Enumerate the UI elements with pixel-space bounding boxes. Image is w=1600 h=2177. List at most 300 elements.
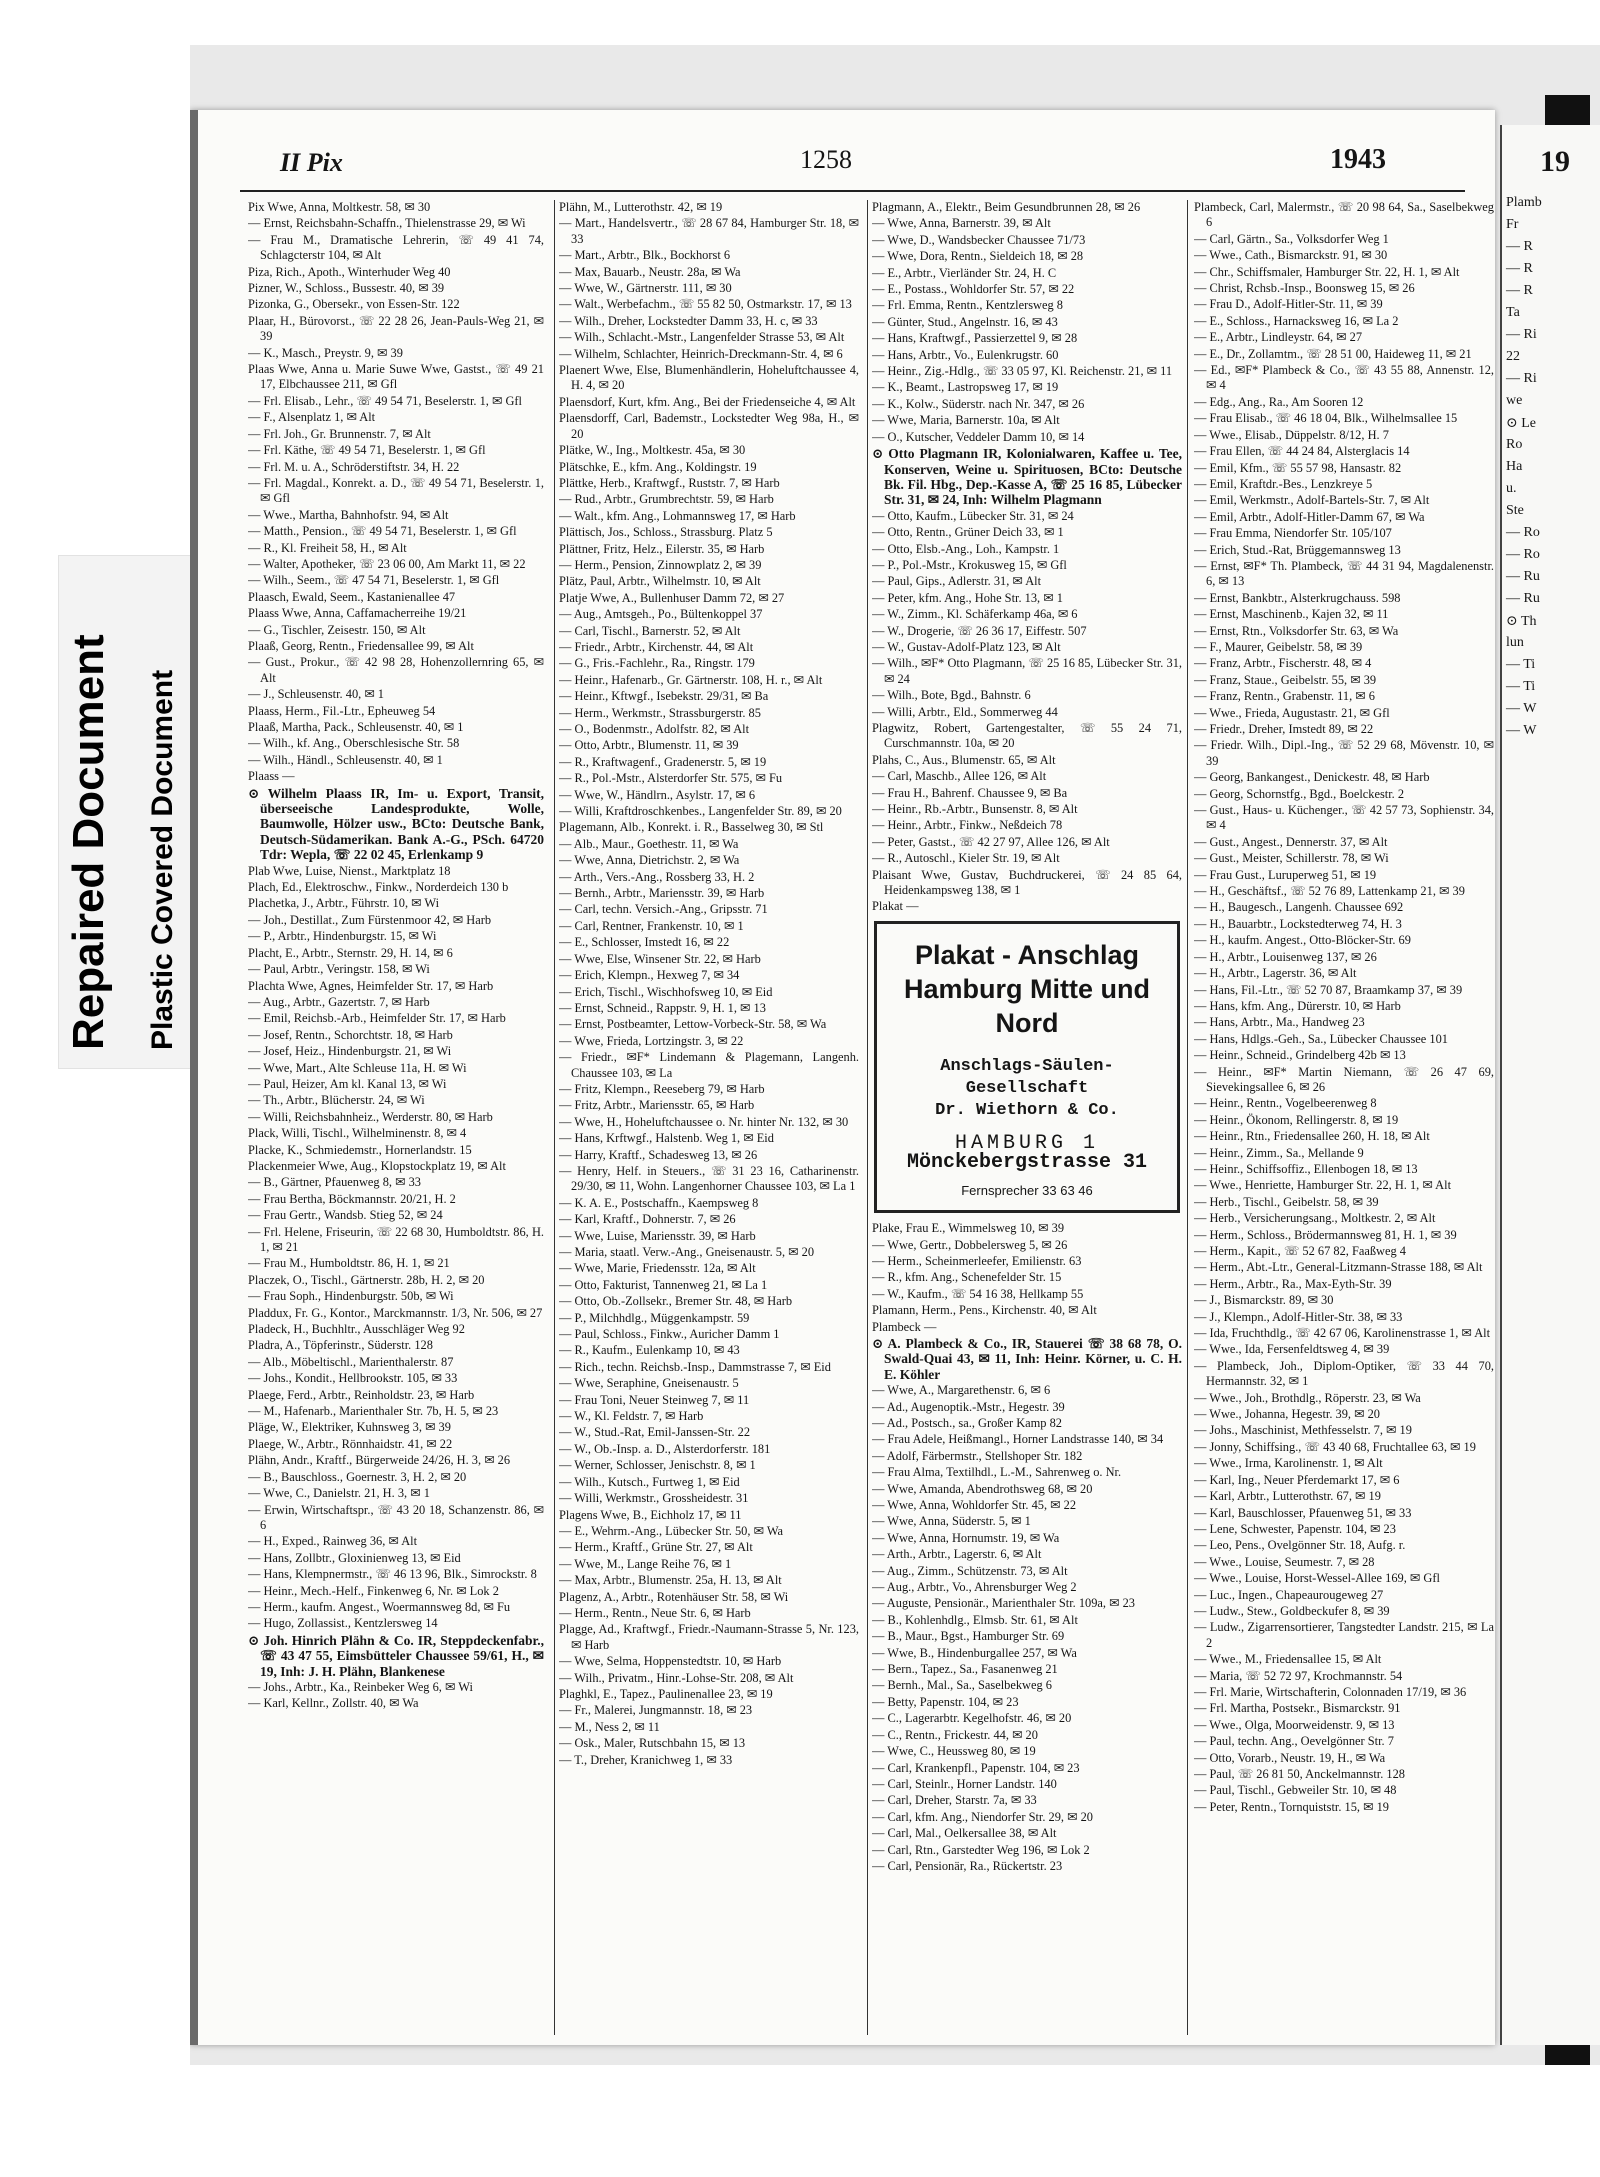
directory-entry: — Ernst, ✉F* Th. Plambeck, ☏ 44 31 94, Magdalenenstr. 6, ✉ 13 — [1194, 558, 1494, 589]
directory-entry: — P., Pol.-Mstr., Krokusweg 15, ✉ Gfl — [872, 557, 1067, 572]
directory-entry: — Wwe, Anna, Hornumstr. 19, ✉ Wa — [872, 1530, 1060, 1545]
column-1 — [248, 200, 544, 2035]
directory-entry: — Wwe, C., Danielstr. 21, H. 3, ✉ 1 — [248, 1486, 430, 1501]
directory-entry: — Heinr., Schneid., Grindelberg 42b ✉ 13 — [1194, 1048, 1406, 1063]
directory-entry: — Wilh., kf. Ang., Oberschlesische Str. 58 — [248, 736, 460, 751]
directory-entry: — Ida, Fruchthdlg., ☏ 42 67 06, Karolinenstrasse 1, ✉ Alt — [1194, 1326, 1491, 1341]
directory-entry: — J., Klempn., Adolf-Hitler-Str. 38, ✉ 33 — [1194, 1309, 1403, 1324]
directory-entry: — Ludw., Zigarrensortierer, Tangstedter Landstr. 215, ✉ La 2 — [1194, 1620, 1494, 1650]
directory-entry: — Herm., kaufm. Angest., Woermannsweg 8d, ✉ Fu — [248, 1599, 511, 1614]
directory-entry: Plab Wwe, Luise, Nienst., Marktplatz 18 — [248, 863, 451, 878]
directory-entry: — E., Schlosser, Imstedt 16, ✉ 22 — [559, 935, 730, 950]
directory-entry: — Carl, Rentner, Frankenstr. 10, ✉ 1 — [559, 918, 744, 933]
directory-entry: — Frau M., Humboldtstr. 86, H. 1, ✉ 21 — [248, 1256, 450, 1271]
adjacent-page-text: — Ti — [1506, 657, 1536, 672]
directory-entry: — Heinr., Rb.-Arbtr., Bunsenstr. 8, ✉ Alt — [872, 802, 1078, 817]
directory-entry: — Peter, Rentn., Tornquiststr. 15, ✉ 19 — [1194, 1799, 1389, 1814]
directory-entry: — P., Milchhdlg., Müggenkampstr. 59 — [559, 1310, 750, 1325]
directory-entry: Pladdux, Fr. G., Kontor., Marckmannstr. 1/3, Nr. 506, ✉ 27 — [248, 1305, 543, 1320]
directory-entry: — Herm., Abt.-Ltr., General-Litzmann-Strasse 188, ✉ Alt — [1194, 1260, 1483, 1275]
directory-entry: — H., Geschäftsf., ☏ 52 76 89, Lattenkamp 21, ✉ 39 — [1194, 884, 1465, 899]
directory-entry: Plaege, Ferd., Arbtr., Reinholdstr. 23, ✉ Harb — [248, 1387, 475, 1402]
directory-entry: — Luc., Ingen., Chapeaurougeweg 27 — [1194, 1587, 1384, 1602]
directory-entry: — H., Baugesch., Langenh. Chaussee 692 — [1194, 900, 1404, 915]
directory-entry: — Heinr., Rentn., Vogelbeerenweg 8 — [1194, 1096, 1377, 1111]
adjacent-page-text: — W — [1506, 701, 1537, 716]
directory-entry: — Hans, kfm. Ang., Dürerstr. 10, ✉ Harb — [1194, 998, 1401, 1013]
directory-entry: Plättisch, Jos., Schloss., Strassburg. Platz 5 — [559, 525, 773, 540]
directory-entry: Platje Wwe, A., Bullenhuser Damm 72, ✉ 27 — [559, 590, 785, 605]
directory-entry: — Wwe., Irma, Karolinenstr. 1, ✉ Alt — [1194, 1456, 1383, 1471]
directory-entry: — Herm., Kraftf., Grüne Str. 27, ✉ Alt — [559, 1540, 753, 1555]
directory-entry: — Max, Bauarb., Neustr. 28a, ✉ Wa — [559, 264, 741, 279]
header-rule — [240, 190, 1465, 192]
directory-entry: — Herb., Tischl., Geibelstr. 58, ✉ 39 — [1194, 1194, 1379, 1209]
directory-entry: Plähn, M., Lutterothstr. 42, ✉ 19 — [559, 200, 723, 214]
directory-entry: — Chr., Schiffsmaler, Hamburger Str. 22, H. 1, ✉ Alt — [1194, 264, 1460, 279]
adjacent-page-text: — R — [1506, 261, 1533, 276]
directory-entry: — Karl, Bauschlosser, Pfauenweg 51, ✉ 33 — [1194, 1505, 1412, 1520]
directory-entry: — Walter, Apotheker, ☏ 23 06 00, Am Markt 11, ✉ 22 — [248, 556, 526, 571]
directory-entry: Plagemann, Alb., Konrekt. i. R., Basselweg 30, ✉ Stl — [559, 820, 824, 835]
page-header — [190, 110, 1495, 180]
directory-entry: — Emil, Reichsb.-Arb., Heimfelder Str. 17, ✉ Harb — [248, 1011, 506, 1026]
directory-entry: Placht, E., Arbtr., Sternstr. 29, H. 14, ✉ 6 — [248, 945, 453, 960]
directory-entry: — Wwe, Selma, Hoppenstedtstr. 10, ✉ Harb — [559, 1654, 782, 1669]
directory-entry: — Hans, Fil.-Ltr., ☏ 52 70 87, Braamkamp 37, ✉ 39 — [1194, 982, 1463, 997]
adjacent-page-text: — Ri — [1506, 371, 1537, 386]
directory-entry: — Wwe, Seraphine, Gneisenaustr. 5 — [559, 1376, 739, 1391]
directory-entry: — Aug., Arbtr., Vo., Ahrensburger Weg 2 — [872, 1580, 1077, 1595]
directory-entry: — B., Bauschloss., Goernestr. 3, H. 2, ✉ 20 — [248, 1469, 467, 1484]
directory-entry: — Carl, Tischl., Barnerstr. 52, ✉ Alt — [559, 623, 741, 638]
directory-entry: Plähn, Andr., Kraftf., Bürgerweide 24/26, H. 3, ✉ 26 — [248, 1453, 511, 1468]
directory-entry: Plaasch, Ewald, Seem., Kastanienallee 47 — [248, 589, 456, 604]
ad-company-line-1: Anschlags-Säulen- — [940, 1056, 1114, 1076]
directory-entry: — Frl. Elisab., Lehr., ☏ 49 54 71, Beselerstr. 1, ✉ Gfl — [248, 393, 523, 408]
directory-entry: — Paul, Schloss., Finkw., Auricher Damm 1 — [559, 1327, 780, 1342]
directory-entry: — Carl, Krankenpfl., Papenstr. 104, ✉ 23 — [872, 1760, 1080, 1775]
directory-entry: — Rich., techn. Reichsb.-Insp., Dammstrasse 7, ✉ Eid — [559, 1359, 831, 1374]
directory-entry: — Heinr., Kftwgf., Isebekstr. 29/31, ✉ Ba — [559, 689, 769, 704]
scanned-page-area — [190, 45, 1600, 2065]
adjacent-page-text: — Ro — [1506, 525, 1540, 540]
directory-entry: — H., Exped., Rainweg 36, ✉ Alt — [248, 1534, 418, 1549]
directory-entry: Pix Wwe, Anna, Moltkestr. 58, ✉ 30 — [248, 200, 431, 214]
directory-entry: — B., Kohlenhdlg., Elmsb. Str. 61, ✉ Alt — [872, 1612, 1078, 1627]
directory-entry: — W., Zimm., Kl. Schäferkamp 46a, ✉ 6 — [872, 607, 1078, 622]
directory-entry: ⊙ Joh. Hinrich Plähn & Co. IR, Steppdeckenfabr., ☏ 43 47 55, Eimsbütteler Chaussee 59/61, H., ✉ 19, Inh: J. H. Plähn, Blankenese — [248, 1632, 544, 1679]
directory-entry: — Wwe, Luise, Mariensstr. 39, ✉ Harb — [559, 1228, 756, 1243]
directory-entry: — E., Schloss., Harnacksweg 16, ✉ La 2 — [1194, 313, 1399, 328]
directory-entry: — Mart., Handelsvertr., ☏ 28 67 84, Hamburger Str. 18, ✉ 33 — [559, 216, 859, 246]
column-2 — [559, 200, 859, 2035]
adjacent-page-number: 19 — [1540, 145, 1570, 178]
directory-entry: — R., Kl. Freiheit 58, H., ✉ Alt — [248, 540, 407, 555]
directory-entry: — Wwe., Olga, Moorweidenstr. 9, ✉ 13 — [1194, 1717, 1395, 1732]
directory-entry: — Friedr., Arbtr., Kirchenstr. 44, ✉ Alt — [559, 639, 754, 654]
directory-entry: — Maria, ☏ 52 72 97, Krochmannstr. 54 — [1194, 1668, 1403, 1683]
directory-entry: — Heinr., ✉F* Martin Niemann, ☏ 26 47 69, Sievekingsallee 6, ✉ 26 — [1194, 1064, 1494, 1094]
directory-entry: — Johs., Kondit., Hellbrookstr. 105, ✉ 33 — [248, 1371, 458, 1386]
directory-entry: — Jonny, Schiffsing., ☏ 43 40 68, Fruchtallee 63, ✉ 19 — [1194, 1439, 1476, 1454]
directory-entry: — P., Arbtr., Hindenburgstr. 15, ✉ Wi — [248, 929, 437, 944]
adjacent-page-text: — Ri — [1506, 327, 1537, 342]
directory-entry: — Herm., Schloss., Brödermannsweg 81, H. 1, ✉ 39 — [1194, 1227, 1457, 1242]
directory-entry: — Erwin, Wirtschaftspr., ☏ 43 20 18, Schanzenstr. 86, ✉ 6 — [248, 1502, 544, 1532]
directory-entry: — Erich, Klempn., Hexweg 7, ✉ 34 — [559, 968, 740, 983]
directory-entry: — Karl, Kraftf., Dohnerstr. 7, ✉ 26 — [559, 1212, 736, 1227]
directory-entry: — Herb., Versicherungsang., Moltkestr. 2, ✉ Alt — [1194, 1211, 1436, 1226]
directory-entry: ⊙ Otto Plagmann IR, Kolonialwaren, Kaffee u. Tee, Konserven, Weine u. Spirituosen, BCto: Deutsche Bk. Fil. Hbg., Dep.-Kasse A, ☏ 25 16 85, Lübecker Str. 31, ✉ 24, Inh: Wilhelm Plagmann — [872, 446, 1182, 508]
directory-entry: — Friedr., ✉F* Lindemann & Plagemann, Langenh. Chaussee 103, ✉ La — [559, 1050, 859, 1080]
directory-entry: Pladeck, H., Buchhltr., Ausschläger Weg 92 — [248, 1322, 465, 1337]
directory-entry: — Bern., Tapez., Sa., Fasanenweg 21 — [872, 1662, 1058, 1677]
adjacent-page-text: Plamb — [1506, 195, 1542, 210]
directory-entry: — Friedr., Dreher, Imstedt 89, ✉ 22 — [1194, 722, 1374, 736]
directory-entry: — Frau H., Bahrenf. Chaussee 9, ✉ Ba — [872, 785, 1068, 800]
directory-entry: — Johs., Arbtr., Ka., Reinbeker Weg 6, ✉ Wi — [248, 1679, 473, 1694]
directory-entry: — Aug., Amtsgeh., Po., Bültenkoppel 37 — [559, 607, 763, 622]
adjacent-page-text: — Ro — [1506, 547, 1540, 562]
directory-entry: — Otto, Kaufm., Lübecker Str. 31, ✉ 24 — [872, 508, 1074, 523]
directory-entry: — R., Autoschl., Kieler Str. 19, ✉ Alt — [872, 851, 1060, 866]
directory-entry: — Fr., Malerei, Jungmannstr. 18, ✉ 23 — [559, 1703, 753, 1718]
directory-entry: — Frau Adele, Heißmangl., Horner Landstrasse 140, ✉ 34 — [872, 1432, 1164, 1447]
directory-entry: — Wilh., Seem., ☏ 47 54 71, Beselerstr. 1, ✉ Gfl — [248, 573, 500, 588]
directory-entry: Plaensdorff, Carl, Bademstr., Lockstedter Weg 98a, H., ✉ 20 — [559, 411, 859, 441]
directory-entry: — Ernst, Reichsbahn-Schaffn., Thielenstrasse 29, ✉ Wi — [248, 216, 526, 231]
directory-entry: — Mart., Arbtr., Blk., Bockhorst 6 — [559, 248, 731, 263]
directory-entry: — Herm., Werkmstr., Strassburgerstr. 85 — [559, 705, 761, 720]
directory-entry: — Wwe, M., Lange Reihe 76, ✉ 1 — [559, 1556, 732, 1571]
directory-entry: — Arth., Arbtr., Lagerstr. 6, ✉ Alt — [872, 1547, 1042, 1562]
directory-entry: — Frau Emma, Niendorfer Str. 105/107 — [1194, 526, 1392, 541]
directory-entry: — Hans, Hdlgs.-Geh., Sa., Lübecker Chaussee 101 — [1194, 1031, 1448, 1046]
directory-entry: — Carl, Gärtn., Sa., Volksdorfer Weg 1 — [1194, 231, 1389, 246]
directory-entry: — Carl, Dreher, Starstr. 7a, ✉ 33 — [872, 1793, 1037, 1808]
directory-entry: — Werner, Schlosser, Jenischstr. 8, ✉ 1 — [559, 1458, 756, 1473]
directory-entry: — Matth., Pension., ☏ 49 54 71, Beselerstr. 1, ✉ Gfl — [248, 524, 517, 539]
directory-entry: — K., Beamt., Lastropsweg 17, ✉ 19 — [872, 380, 1059, 395]
directory-entry: — Ad., Postsch., sa., Großer Kamp 82 — [872, 1415, 1062, 1430]
directory-entry: — Maria, staatl. Verw.-Ang., Gneisenaustr. 5, ✉ 20 — [559, 1245, 815, 1259]
directory-entry: — Frau D., Adolf-Hitler-Str. 11, ✉ 39 — [1194, 297, 1383, 312]
directory-entry: ⊙ A. Plambeck & Co., IR, Stauerei ☏ 38 68 78, O. Swald-Quai 43, ✉ 11, Inh: Heinr. Körner, u. C. H. E. Köhler — [872, 1335, 1182, 1382]
directory-entry: Plaass Wwe, Anna, Caffamacherreihe 19/21 — [248, 606, 467, 621]
directory-entry: ⊙ Wilhelm Plaass IR, Im- u. Export, Transit, überseeische Landesprodukte, Wolle, Baumwolle, Hölzer usw., BCto: Deutsche Bank, Deutsch-Südamerikan. Bank A.-G., PSch. 64720 Tdr: Wepla, ☏ 22 02 45, Erlenkamp 9 — [248, 785, 544, 863]
directory-entry: — Wwe., M., Friedensallee 15, ✉ Alt — [1194, 1652, 1382, 1667]
directory-entry: — Wwe, W., Gärtnerstr. 111, ✉ 30 — [559, 281, 732, 296]
directory-entry: — Wwe, H., Hoheluftchaussee o. Nr. hinter Nr. 132, ✉ 30 — [559, 1114, 849, 1129]
directory-entry: — E., Arbtr., Lindleystr. 64, ✉ 27 — [1194, 330, 1363, 345]
directory-entry: Plagenz, A., Arbtr., Rotenhäuser Str. 58, ✉ Wi — [559, 1589, 789, 1604]
directory-entry: — Ernst, Rtn., Volksdorfer Str. 63, ✉ Wa — [1194, 623, 1399, 638]
directory-entry: — C., Rentn., Frickestr. 44, ✉ 20 — [872, 1727, 1038, 1742]
directory-entry: Plagmann, A., Elektr., Beim Gesundbrunnen 28, ✉ 26 — [872, 200, 1141, 214]
adjacent-page-text: ⊙ Th — [1506, 614, 1537, 629]
directory-entry: — Wwe., Louise, Seumestr. 7, ✉ 28 — [1194, 1554, 1375, 1569]
directory-entry: Plach, Ed., Elektroschw., Finkw., Norderdeich 130 b — [248, 880, 509, 895]
adjacent-page-text: — W — [1506, 723, 1537, 738]
directory-entry: — G., Fris.-Fachlehr., Ra., Ringstr. 179 — [559, 656, 755, 671]
directory-entry: Plättner, Fritz, Helz., Eilerstr. 35, ✉ Harb — [559, 541, 765, 556]
directory-entry: Plätke, W., Ing., Moltkestr. 45a, ✉ 30 — [559, 443, 746, 458]
directory-entry: — Johs., Maschinist, Methfesselstr. 7, ✉ 19 — [1194, 1423, 1412, 1438]
directory-entry: — Wwe, Marie, Friedensstr. 12a, ✉ Alt — [559, 1261, 756, 1276]
directory-entry: — B., Maur., Bgst., Hamburger Str. 69 — [872, 1629, 1065, 1644]
ad-street: Mönckebergstrasse 31 — [906, 1151, 1148, 1175]
directory-entry: — Otto, Ob.-Zollsekr., Bremer Str. 48, ✉ Harb — [559, 1294, 793, 1309]
directory-entry: — Wwe, Dora, Rentn., Sieldeich 18, ✉ 28 — [872, 249, 1084, 264]
directory-entry: Plaenert Wwe, Else, Blumenhändlerin, Hoheluftchaussee 4, H. 4, ✉ 20 — [559, 363, 859, 393]
directory-entry: — Herm., Arbtr., Ra., Max-Eyth-Str. 39 — [1194, 1276, 1392, 1291]
directory-entry: — Josef, Rentn., Schorchtstr. 18, ✉ Harb — [248, 1027, 453, 1042]
directory-entry: — K. A. E., Postschaffn., Kaempsweg 8 — [559, 1195, 759, 1210]
adjacent-page-text: u. — [1506, 481, 1517, 496]
directory-entry: — K., Masch., Preystr. 9, ✉ 39 — [248, 345, 403, 360]
directory-entry: — Gust., Meister, Schillerstr. 78, ✉ Wi — [1194, 851, 1389, 866]
directory-entry: — Betty, Papenstr. 104, ✉ 23 — [872, 1694, 1019, 1709]
directory-entry: — W., Kaufm., ☏ 54 16 38, Hellkamp 55 — [872, 1286, 1084, 1301]
page-number: 1258 — [800, 145, 852, 174]
directory-entry: Pladra, A., Töpferinstr., Süderstr. 128 — [248, 1338, 433, 1353]
directory-entry: Placke, K., Schmiedemstr., Hornerlandstr. 15 — [248, 1142, 472, 1157]
directory-entry: — Wwe, Mart., Alte Schleuse 11a, H. ✉ Wi — [248, 1060, 467, 1075]
section-marker: II Pix — [280, 148, 343, 177]
directory-entry: — Osk., Maler, Rutschbahn 15, ✉ 13 — [559, 1736, 746, 1751]
directory-entry: — Peter, kfm. Ang., Hohe Str. 13, ✉ 1 — [872, 590, 1063, 605]
adjacent-page-text: Ta — [1506, 305, 1520, 320]
directory-entry: — Carl, Steinlr., Horner Landstr. 140 — [872, 1776, 1057, 1791]
directory-entry: Plahs, C., Aus., Blumenstr. 65, ✉ Alt — [872, 752, 1056, 767]
directory-entry: — Herm., Rentn., Neue Str. 6, ✉ Harb — [559, 1605, 751, 1620]
directory-entry: — B., Gärtner, Pfauenweg 8, ✉ 33 — [248, 1175, 421, 1190]
ad-phone: Fernsprecher 33 63 46 — [961, 1182, 1093, 1198]
directory-entry: — Paul, techn. Ang., Oevelgönner Str. 7 — [1194, 1734, 1394, 1749]
directory-entry: Plachta Wwe, Agnes, Heimfelder Str. 17, ✉ Harb — [248, 978, 494, 993]
directory-entry: Plakat — — [872, 899, 919, 914]
directory-entry: — Auguste, Pensionär., Marienthaler Str. 109a, ✉ 23 — [872, 1596, 1135, 1611]
directory-entry: — Edg., Ang., Ra., Am Sooren 12 — [1194, 394, 1364, 409]
directory-entry: — Frau Gertr., Wandsb. Stieg 52, ✉ 24 — [248, 1208, 443, 1223]
directory-entry: — Wwe., Elisab., Düppelstr. 8/12, H. 7 — [1194, 427, 1389, 442]
directory-entry: — Frau Ellen, ☏ 44 24 84, Alsterglacis 14 — [1194, 444, 1410, 459]
directory-entry: Plack, Willi, Tischl., Wilhelminenstr. 8, ✉ 4 — [248, 1126, 467, 1141]
directory-entry: — Frl. M. u. A., Schröderstiftstr. 34, H. 22 — [248, 459, 460, 474]
directory-entry: Plaas Wwe, Anna u. Marie Suwe Wwe, Gastst., ☏ 49 21 17, Elbchaussee 211, ✉ Gfl — [248, 362, 544, 392]
directory-entry: — Heinr., Zig.-Hdlg., ☏ 33 05 97, Kl. Reichenstr. 21, ✉ 11 — [872, 364, 1173, 379]
directory-entry: — Frau Toni, Neuer Steinweg 7, ✉ 11 — [559, 1392, 750, 1407]
directory-entry: — Otto, Elsb.-Ang., Loh., Kampstr. 1 — [872, 541, 1060, 556]
directory-entry: — Th., Arbtr., Blücherstr. 24, ✉ Wi — [248, 1093, 425, 1108]
adjacent-page-text: Ro — [1506, 437, 1523, 452]
directory-entry: — H., kaufm. Angest., Otto-Blöcker-Str. 69 — [1194, 933, 1411, 948]
directory-entry: — Frau Elisab., ☏ 46 18 04, Blk., Wilhelmsallee 15 — [1194, 411, 1458, 426]
directory-entry: — Herm., Kapit., ☏ 52 67 82, Faaßweg 4 — [1194, 1244, 1406, 1258]
directory-entry: — Josef, Heiz., Hindenburgstr. 21, ✉ Wi — [248, 1044, 452, 1059]
directory-entry: — Frl. Magdal., Konrekt. a. D., ☏ 49 54 71, Beselerstr. 1, ✉ Gfl — [248, 475, 544, 506]
directory-entry: — Fritz, Arbtr., Mariensstr. 65, ✉ Harb — [559, 1098, 755, 1113]
directory-entry: — Wwe, Gertr., Dobbelersweg 5, ✉ 26 — [872, 1237, 1068, 1252]
directory-entry: — Wwe, B., Hindenburgallee 257, ✉ Wa — [872, 1645, 1077, 1660]
directory-entry: — Emil, Werkmstr., Adolf-Bartels-Str. 7, ✉ Alt — [1194, 493, 1430, 508]
directory-entry: — Heinr., Hafenarb., Gr. Gärtnerstr. 108, H. r., ✉ Alt — [559, 672, 823, 687]
directory-entry: — Ad., Augenoptik.-Mstr., Hegestr. 39 — [872, 1399, 1065, 1414]
adjacent-page-text: — Ti — [1506, 679, 1536, 694]
directory-entry: — Gust., Haus- u. Küchenger., ☏ 42 57 73, Sophienstr. 34, ✉ 4 — [1194, 803, 1494, 833]
directory-entry: — H., Bauarbtr., Lockstedterweg 74, H. 3 — [1194, 916, 1402, 931]
directory-entry: — Georg, Bankangest., Denickestr. 48, ✉ Harb — [1194, 770, 1430, 785]
directory-entry: — Heinr., Ökonom, Rellingerstr. 8, ✉ 19 — [1194, 1112, 1399, 1127]
directory-entry: — Heinr., Rtn., Friedensallee 260, H. 18, ✉ Alt — [1194, 1129, 1430, 1144]
directory-entry: — Wwe, W., Händlrn., Asylstr. 17, ✉ 6 — [559, 787, 756, 802]
directory-entry: — Wwe, Else, Winsener Str. 22, ✉ Harb — [559, 951, 761, 966]
directory-entry: — Wilh., Dreher, Lockstedter Damm 33, H. c, ✉ 33 — [559, 313, 818, 328]
directory-entry: — Paul, Gips., Adlerstr. 31, ✉ Alt — [872, 574, 1042, 589]
directory-entry: — Aug., Zimm., Schützenstr. 73, ✉ Alt — [872, 1563, 1068, 1578]
directory-entry: Plaaß, Martha, Pack., Schleusenstr. 40, ✉ 1 — [248, 720, 464, 734]
directory-entry: — E., Postass., Wohldorfer Str. 57, ✉ 22 — [872, 282, 1075, 297]
directory-entry: — Ernst, Maschinenb., Kajen 32, ✉ 11 — [1194, 607, 1389, 622]
directory-entry: — Frau Bertha, Böckmannstr. 20/21, H. 2 — [248, 1191, 456, 1206]
directory-entry: — Walt., Werbefachm., ☏ 55 82 50, Ostmarkstr. 17, ✉ 13 — [559, 297, 852, 312]
directory-entry: — R., kfm. Ang., Schenefelder Str. 15 — [872, 1270, 1062, 1285]
directory-entry: Plaaß, Georg, Rentn., Friedensallee 99, ✉ Alt — [248, 638, 474, 653]
directory-entry: — Willi, Arbtr., Eld., Sommerweg 44 — [872, 704, 1058, 719]
directory-entry: — T., Dreher, Kranichweg 1, ✉ 33 — [559, 1752, 733, 1767]
column-3 — [872, 200, 1182, 2035]
directory-entry: — Herm., Pension, Zinnowplatz 2, ✉ 39 — [559, 557, 762, 572]
directory-entry: — F., Alsenplatz 1, ✉ Alt — [248, 410, 376, 425]
directory-entry: Plambeck, Carl, Malermstr., ☏ 20 98 64, Sa., Saselbekweg 6 — [1194, 200, 1494, 230]
directory-entry: — Herm., Scheinmerleefer, Emilienstr. 63 — [872, 1253, 1082, 1268]
directory-entry: — Wilh., Händl., Schleusenstr. 40, ✉ 1 — [248, 752, 443, 767]
directory-entry: Plagens Wwe, B., Eichholz 17, ✉ 11 — [559, 1507, 742, 1522]
directory-entry: — Wwe., Cath., Bismarckstr. 91, ✉ 30 — [1194, 248, 1388, 263]
directory-entry: — Wwe., Joh., Brothdlg., Röperstr. 23, ✉ Wa — [1194, 1390, 1421, 1405]
directory-entry: — Henry, Helf. in Steuers., ☏ 31 23 16, Catharinenstr. 29/30, ✉ 11, Wohn. Langenhorner Chaussee 103, ✉ La 1 — [559, 1163, 859, 1194]
directory-entry: — Hans, Arbtr., Ma., Handweg 23 — [1194, 1015, 1365, 1030]
directory-entry: — Günter, Stud., Angelnstr. 16, ✉ 43 — [872, 314, 1058, 329]
directory-entry: — Wilhelm, Schlachter, Heinrich-Dreckmann-Str. 4, ✉ 6 — [559, 346, 843, 361]
directory-entry: Plaass, Herm., Fil.-Ltr., Epheuweg 54 — [248, 703, 436, 718]
directory-entry: — Wwe, Anna, Dietrichstr. 2, ✉ Wa — [559, 853, 740, 868]
directory-entry: — Fritz, Klempn., Reeseberg 79, ✉ Harb — [559, 1081, 765, 1096]
directory-entry: — Frau M., Dramatische Lehrerin, ☏ 49 41 74, Schlagcterstr 104, ✉ Alt — [248, 232, 544, 263]
directory-entry: — Wwe., Martha, Bahnhofstr. 94, ✉ Alt — [248, 507, 449, 522]
directory-entry: Plätz, Paul, Arbtr., Wilhelmstr. 10, ✉ Alt — [559, 574, 761, 589]
directory-entry: — Hans, Arbtr., Vo., Eulenkrugstr. 60 — [872, 347, 1059, 362]
directory-entry: Plaass — — [248, 769, 295, 784]
directory-entry: — Otto, Fakturist, Tannenweg 21, ✉ La 1 — [559, 1277, 768, 1292]
directory-entry: — Carl, Pensionär, Ra., Rückertstr. 23 — [872, 1858, 1063, 1873]
directory-entry: — Karl, Kellnr., Zollstr. 40, ✉ Wa — [248, 1696, 419, 1711]
directory-entry: — M., Ness 2, ✉ 11 — [559, 1719, 660, 1734]
directory-entry: — Aug., Arbtr., Gazertstr. 7, ✉ Harb — [248, 994, 430, 1009]
directory-entry: — Heinr., Mech.-Helf., Finkenweg 6, Nr. ✉ Lok 2 — [248, 1583, 499, 1598]
directory-entry: — Wilh., ✉F* Otto Plagmann, ☏ 25 16 85, Lübecker Str. 31, ✉ 24 — [872, 656, 1182, 686]
directory-entry: — R., Kaufm., Eulenkamp 10, ✉ 43 — [559, 1343, 740, 1358]
directory-entry: — Wwe, Frieda, Lortzingstr. 3, ✉ 22 — [559, 1033, 744, 1048]
directory-entry: — Alb., Maur., Goethestr. 11, ✉ Wa — [559, 836, 739, 851]
directory-entry: — Otto, Rentn., Grüner Deich 33, ✉ 1 — [872, 525, 1064, 540]
directory-entry: — W., Gustav-Adolf-Platz 123, ✉ Alt — [872, 639, 1061, 654]
directory-entry: — Paul, Arbtr., Veringstr. 158, ✉ Wi — [248, 962, 430, 977]
directory-entry: Plachetka, J., Arbtr., Führstr. 10, ✉ Wi — [248, 896, 440, 911]
adjacent-page-text: ⊙ Le — [1506, 416, 1536, 431]
directory-entry: — Paul, ☏ 26 81 50, Anckelmannstr. 128 — [1194, 1767, 1405, 1781]
directory-entry: — Otto, Vorarb., Neustr. 19, H., ✉ Wa — [1194, 1750, 1386, 1765]
ad-city: HAMBURG 1 — [954, 1131, 1100, 1155]
directory-entry: — Erich, Stud.-Rat, Brüggemannsweg 13 — [1194, 542, 1401, 557]
directory-entry: — W., Kl. Feldstr. 7, ✉ Harb — [559, 1409, 704, 1424]
directory-entry: — Wwe, Anna, Süderstr. 5, ✉ 1 — [872, 1514, 1031, 1529]
directory-entry: Plaghkl, E., Tapez., Paulinenallee 23, ✉ 19 — [559, 1686, 773, 1701]
directory-entry: — Hans, Klempnermstr., ☏ 46 13 96, Blk., Simrockstr. 8 — [248, 1567, 537, 1582]
directory-entry: Plaar, H., Bürovorst., ☏ 22 28 26, Jean-Pauls-Weg 21, ✉ 39 — [248, 313, 544, 344]
directory-entry: — Frl. Joh., Gr. Brunnenstr. 7, ✉ Alt — [248, 426, 431, 441]
directory-entry: — Frl. Helene, Friseurin, ☏ 22 68 30, Humboldtstr. 86, H. 1, ✉ 21 — [248, 1224, 544, 1254]
directory-entry: — Bernh., Mal., Sa., Saselbekweg 6 — [872, 1678, 1052, 1693]
directory-entry: — Plambeck, Joh., Diplom-Optiker, ☏ 33 44 70, Hermannstr. 32, ✉ 1 — [1194, 1358, 1494, 1389]
directory-entry: — Friedr. Wilh., Dipl.-Ing., ☏ 52 29 68, Mövenstr. 10, ✉ 39 — [1194, 738, 1494, 768]
directory-entry: — Carl, techn. Versich.-Ang., Gripsstr. 71 — [559, 902, 768, 917]
directory-entry: — Wilh., Bote, Bgd., Bahnstr. 6 — [872, 688, 1031, 703]
directory-columns — [248, 200, 1494, 2035]
directory-entry: — Frau Soph., Hindenburgstr. 50b, ✉ Wi — [248, 1289, 454, 1304]
directory-entry: — Emil, Kraftdr.-Bes., Lenzkreye 5 — [1194, 476, 1373, 491]
directory-entry: — E., Dr., Zollamtm., ☏ 28 51 00, Haideweg 11, ✉ 21 — [1194, 346, 1472, 361]
directory-entry: — Karl, Arbtr., Lutterothstr. 67, ✉ 19 — [1194, 1489, 1381, 1504]
directory-entry: — W., Ob.-Insp. a. D., Alsterdorferstr. 181 — [559, 1441, 771, 1456]
directory-entry: — Wwe, A., Margarethenstr. 6, ✉ 6 — [872, 1383, 1051, 1398]
directory-entry: — Heinr., Schiffsoffiz., Ellenbogen 18, ✉ 13 — [1194, 1161, 1418, 1176]
ad-title: Plakat - Anschlag Hamburg Mitte und Nord — [904, 939, 1150, 1038]
directory-entry: — Ed., ✉F* Plambeck & Co., ☏ 43 55 88, Annenstr. 12, ✉ 4 — [1194, 363, 1494, 393]
directory-page — [190, 110, 1495, 2045]
directory-entry: — Carl, Maschb., Allee 126, ✉ Alt — [872, 769, 1047, 784]
directory-entry: — Wwe, D., Wandsbecker Chaussee 71/73 — [872, 232, 1086, 247]
directory-entry: Plättke, Herb., Kraftwgf., Ruststr. 7, ✉ Harb — [559, 475, 780, 490]
directory-entry: — Hans, Kraftwgf., Passierzettel 9, ✉ 28 — [872, 331, 1078, 346]
directory-entry: — Emil, Kfm., ☏ 55 57 98, Hansastr. 82 — [1194, 460, 1402, 475]
directory-entry: — Wwe, Maria, Barnerstr. 10a, ✉ Alt — [872, 413, 1060, 428]
directory-entry: Plaege, W., Arbtr., Rönnhaidstr. 41, ✉ 22 — [248, 1436, 453, 1451]
directory-entry: — Frau Gust., Luruperweg 51, ✉ 19 — [1194, 867, 1377, 882]
directory-entry: — O., Kutscher, Veddeler Damm 10, ✉ 14 — [872, 429, 1085, 444]
directory-entry: — W., Drogerie, ☏ 26 36 17, Eiffestr. 507 — [872, 623, 1087, 638]
directory-entry: — K., Kolw., Süderstr. nach Nr. 347, ✉ 26 — [872, 396, 1085, 411]
directory-entry: — Ernst, Postbeamter, Lettow-Vorbeck-Str. 58, ✉ Wa — [559, 1017, 827, 1032]
ad-company-line-2: Gesellschaft — [965, 1078, 1089, 1098]
directory-entry: — Rud., Arbtr., Grumbrechtstr. 59, ✉ Harb — [559, 492, 774, 507]
directory-entry: Plagwitz, Robert, Gartengestalter, ☏ 55 24 71, Curschmannstr. 10a, ✉ 20 — [872, 721, 1182, 751]
directory-entry: Plaensdorf, Kurt, kfm. Ang., Bei der Friedenseiche 4, ✉ Alt — [559, 394, 856, 409]
directory-entry: — Franz, Staue., Geibelstr. 55, ✉ 39 — [1194, 672, 1377, 687]
directory-entry: — Paul, Heizer, Am kl. Kanal 13, ✉ Wi — [248, 1076, 447, 1091]
adjacent-page-text: lun — [1506, 635, 1524, 650]
directory-entry: — Leo, Pens., Ovelgönner Str. 18, Aufg. r. — [1194, 1538, 1406, 1553]
directory-entry: — Carl, Mal., Oelkersallee 38, ✉ Alt — [872, 1826, 1057, 1841]
directory-entry: — Heinr., Arbtr., Finkw., Neßdeich 78 — [872, 818, 1063, 833]
page-binding-edge — [190, 110, 198, 2045]
directory-entry: — J., Bismarckstr. 89, ✉ 30 — [1194, 1293, 1334, 1308]
adjacent-page-text: Ste — [1506, 503, 1524, 518]
directory-entry: — W., Stud.-Rat, Emil-Janssen-Str. 22 — [559, 1425, 751, 1440]
directory-entry: — Wilh., Schlacht.-Mstr., Langenfelder Strasse 53, ✉ Alt — [559, 330, 845, 345]
directory-entry: — Emil, Arbtr., Adolf-Hitler-Damm 67, ✉ Wa — [1194, 509, 1425, 524]
